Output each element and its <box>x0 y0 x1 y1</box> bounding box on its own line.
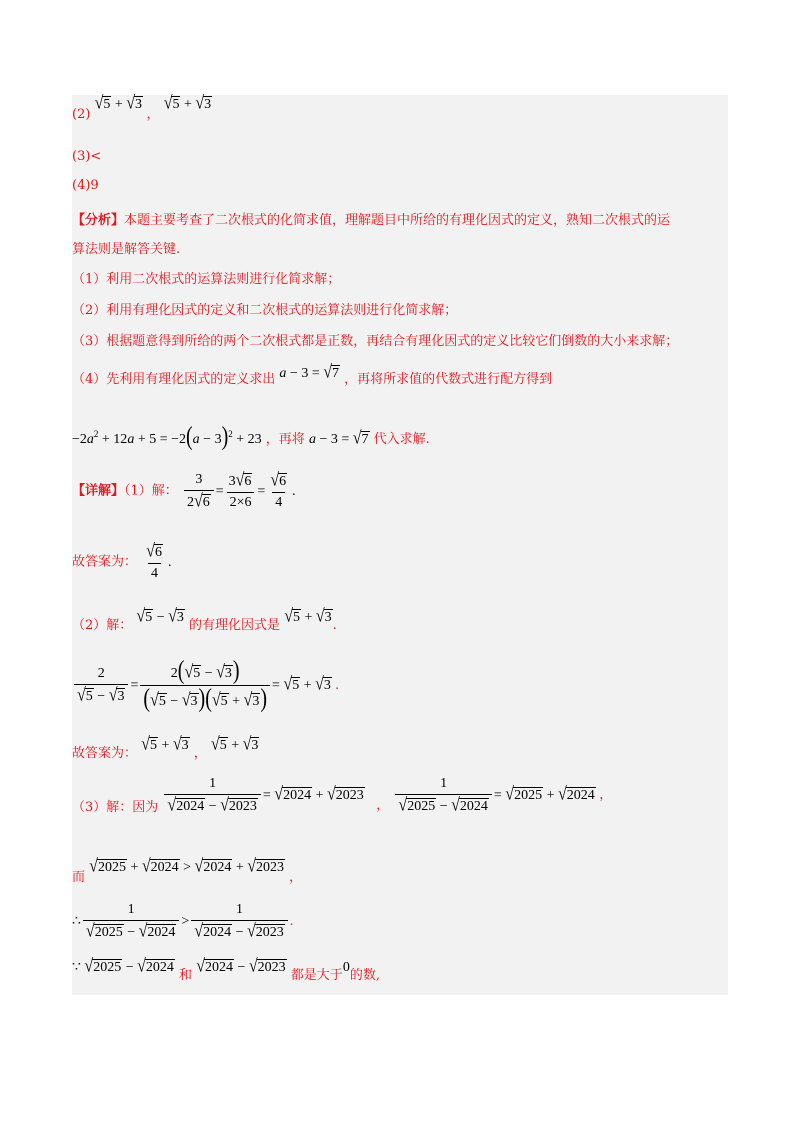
answer-1-line: 故答案为： $\frac{√6}{4}$ . <box>72 541 172 581</box>
detail-2: （2）解： √5 − √3 的有理化因式是 √5 + √3. <box>72 606 337 633</box>
formula-a-minus-3-b: a − 3 = √7 <box>308 428 369 449</box>
step-3: （3）根据题意得到所给的两个二次根式都是正数，再结合有理化因式的定义比较它们倒数的大小来求解； <box>72 334 679 349</box>
formula-sqrt5-plus-sqrt3-b: √5 + √3 <box>163 93 212 114</box>
formula-rationalizing-factor: √5 + √3 <box>284 606 332 627</box>
formula-part3-b: $\frac{1}{√2025 - √2024}$ = √2025 + √2024 <box>393 788 599 803</box>
step-4: （4）先利用有理化因式的定义求出 a − 3 = √7 ，再将所求值的代数式进行配方得到 <box>72 362 553 387</box>
formula-sqrt5-plus-sqrt3: √5 + √3 <box>94 93 143 114</box>
analysis-line-1: 【分析】本题主要考查了二次根式的化简求值，理解题目中所给的有理化因式的定义，熟知二次根式的运 <box>72 213 671 228</box>
formula-compare: √2025 + √2024 > √2024 + √2023 <box>89 856 284 877</box>
therefore-line <box>72 902 293 941</box>
answer-4: (4)9 <box>72 178 99 193</box>
answer-2: (2) √5 + √3 ， √5 + √3 <box>72 93 212 122</box>
formula-completing-square: $-2a^2 + 12a + 5 = -2(a - 3)^2 + 23$ <box>72 422 262 452</box>
formula-sqrt5-minus-sqrt3: √5 − √3 <box>136 606 184 627</box>
compare-line: 而 √2025 + √2024 > √2024 + √2023 ， <box>72 856 303 885</box>
because-line: ∵ √2025 − √2024 和 √2024 − √2023 都是大于0的数, <box>72 956 380 983</box>
formula-therefore: ∴ $\frac{1}{√2025 - √2024}$ > $\frac{1}{√2024 - √2023}$ . <box>72 902 294 942</box>
detail-1: 【详解】（1）解： $\frac{3}{2√6}$ = $\frac{3√6}{2\times 6}$ = $\frac{√6}{4}$ . <box>72 470 296 512</box>
formula-a-minus-3: a − 3 = √7 <box>279 362 339 383</box>
formula-because: ∵ √2025 − √2024 <box>72 956 174 977</box>
step-2: （2）利用有理化因式的定义和二次根式的运算法则进行化简求解； <box>72 303 458 318</box>
formula-part2: $\frac{2}{√5 - √3}$ = $\frac{2(√5 - √3)}{(√5 - √3)(√5 + √3)}$ = √5 + √3 . <box>72 678 339 693</box>
detail-3: （3）解：因为 $\frac{1}{√2024 - √2023}$ = √2024 + √2023 ， $\frac{1}{√2025 - √2024}$ = √2025 + √2024 ， <box>72 776 613 816</box>
step-1: （1）利用二次根式的运算法则进行化简求解； <box>72 272 341 287</box>
formula-part2-line <box>72 656 339 714</box>
answer-3: (3)< <box>72 149 102 164</box>
step-4-cont: $-2a^2 + 12a + 5 = -2(a - 3)^2 + 23$ ，再将 a − 3 = √7 代入求解. <box>72 422 430 452</box>
formula-answer1: $\frac{√6}{4}$ . <box>146 541 172 581</box>
analysis-line-2: 算法则是解答关键. <box>72 242 181 257</box>
label-2: (2) <box>72 107 91 122</box>
detail-tag: 【详解】 <box>72 483 125 499</box>
formula-part3-a: $\frac{1}{√2024 - √2023}$ = √2024 + √2023 <box>162 788 368 803</box>
analysis-tag: 【分析】 <box>72 213 125 228</box>
formula-part1: $\frac{3}{2√6}$ = $\frac{3√6}{2\times 6}$ = $\frac{√6}{4}$ . <box>182 484 296 499</box>
answer-2-line: 故答案为： √5 + √3 ， √5 + √3 <box>72 734 259 761</box>
